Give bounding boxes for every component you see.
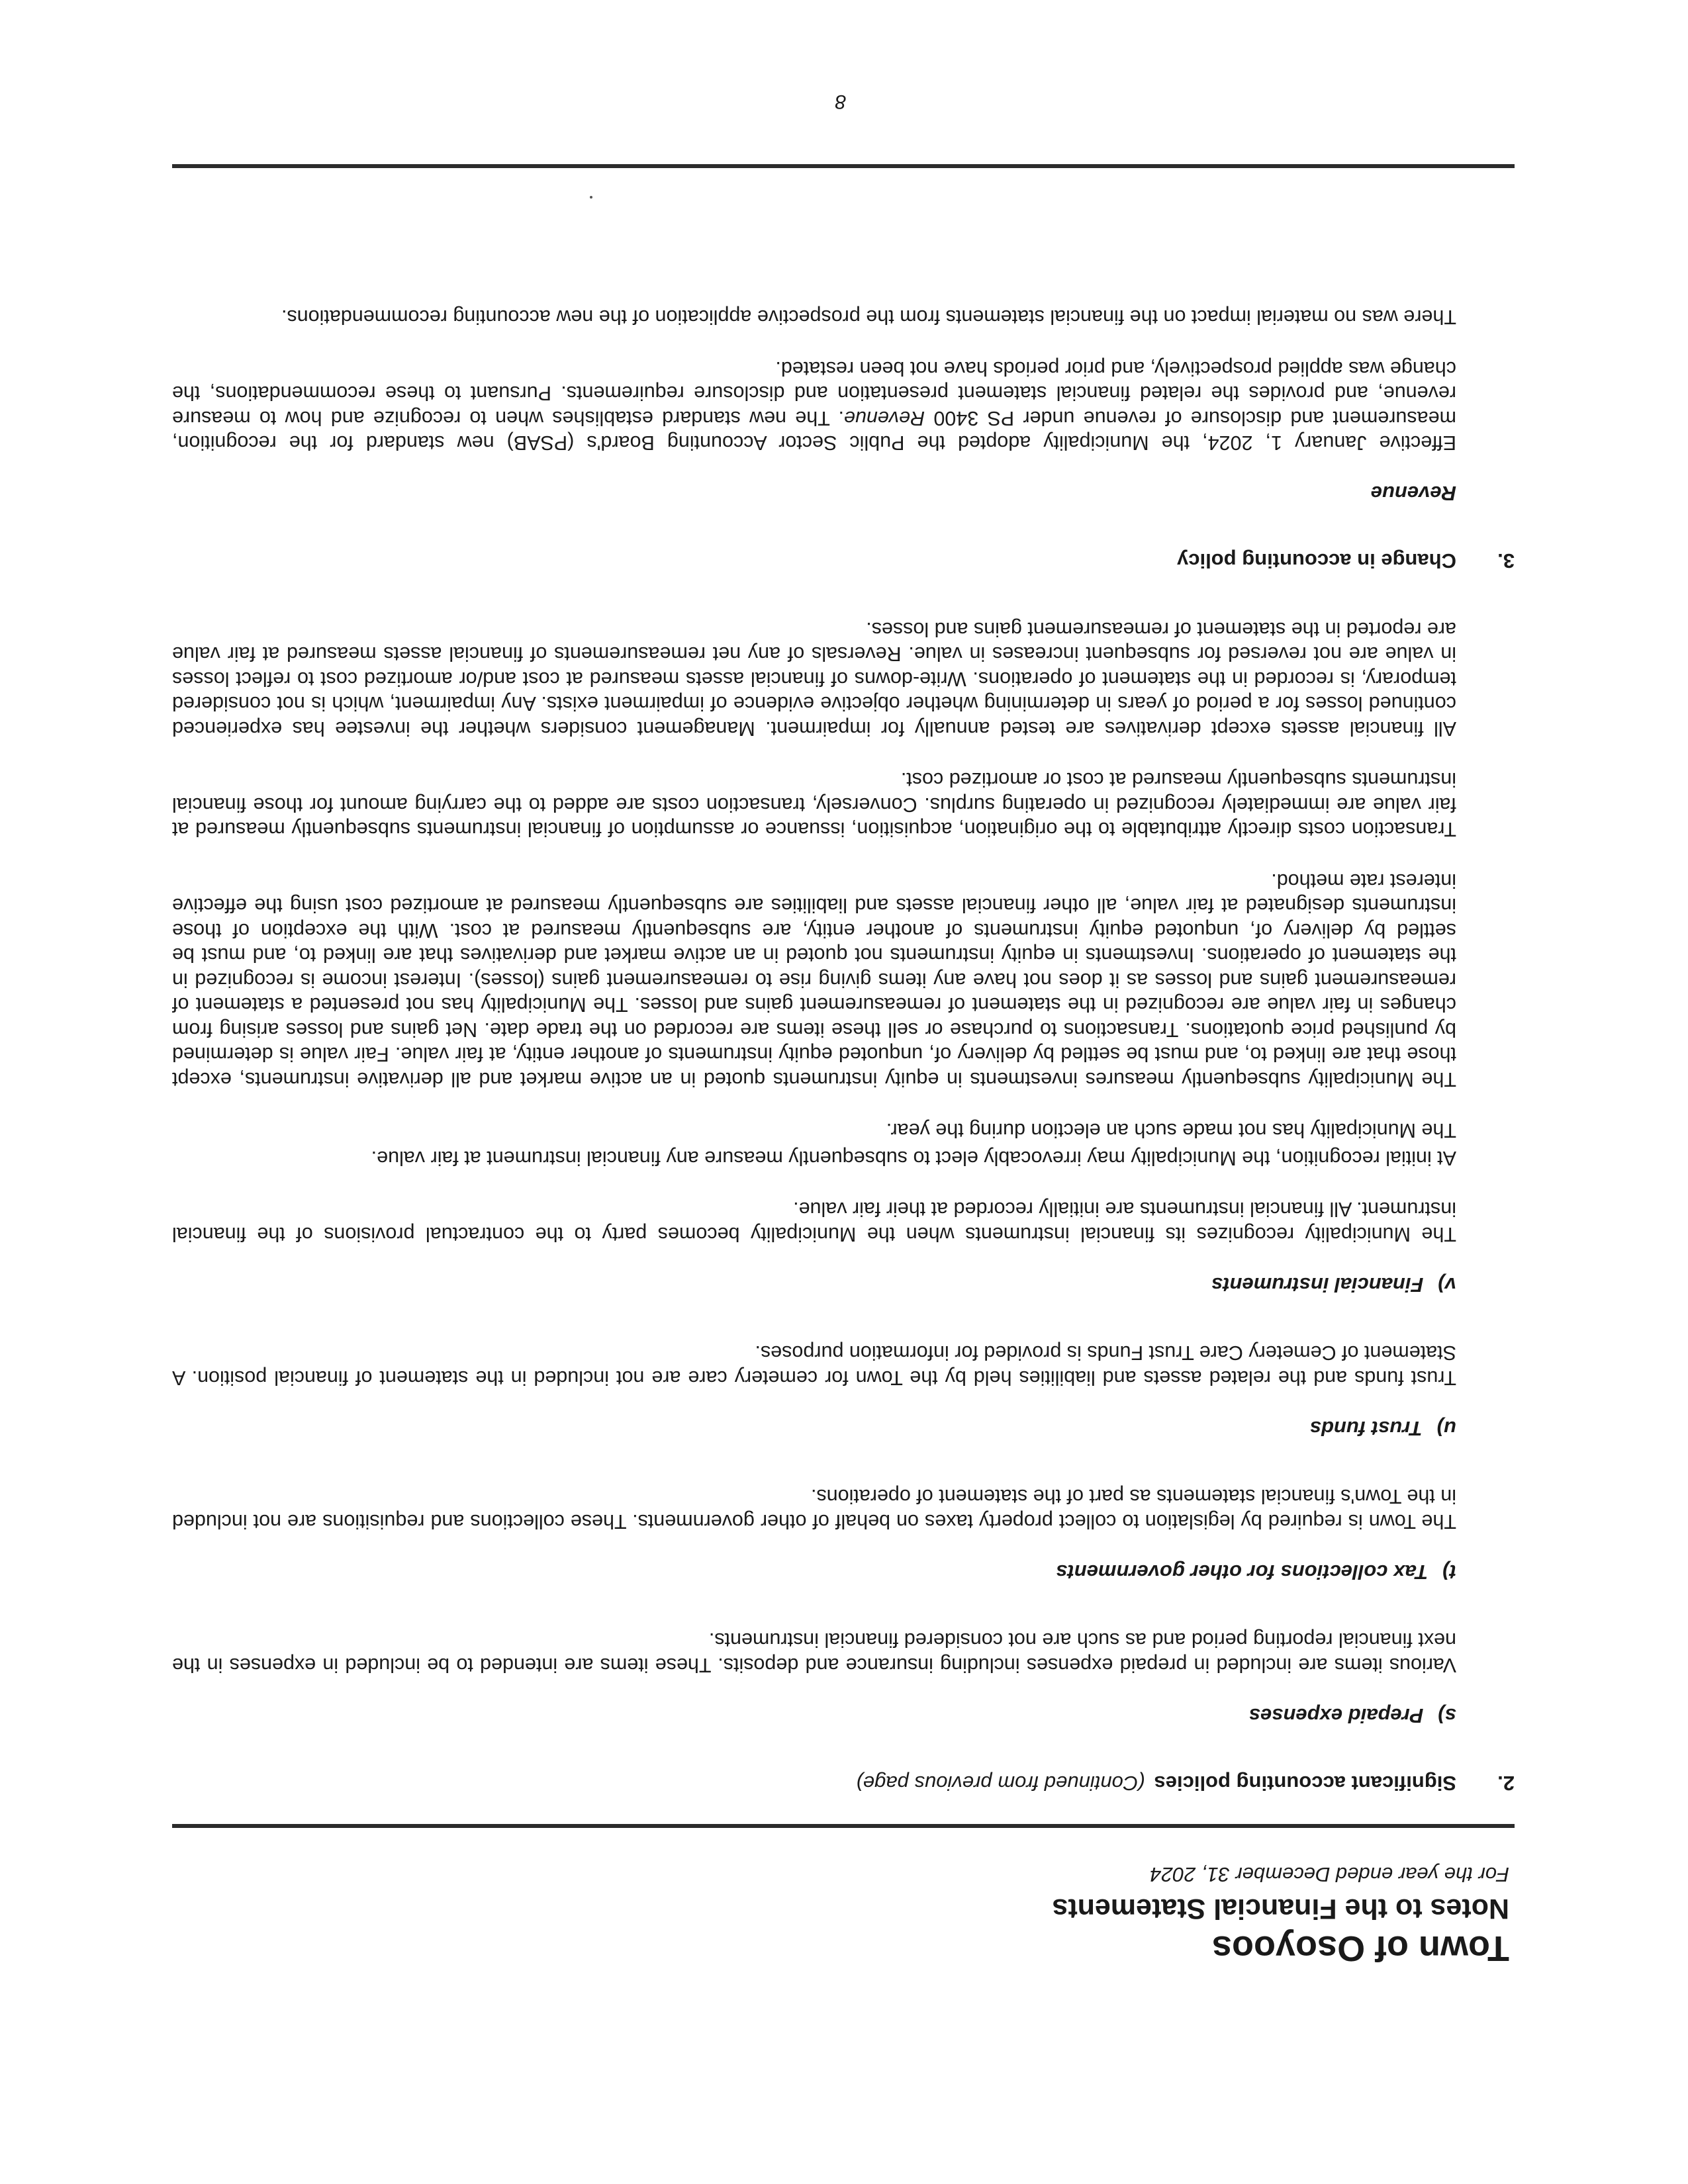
section-number: 2. xyxy=(1497,1772,1515,1795)
financial-paragraph-1: The Municipality recognizes its financial instruments when the Municipality becomes party to the contractual provisions of the financial instrument. All financial instruments are initially recorded at their fair value. xyxy=(172,1198,1456,1246)
section-number: 3. xyxy=(1497,549,1515,573)
revenue-text-part: . The new standard establishes when to recognize and how to measure revenue, and provides the related financial statement presentation and disclosure requirements. Pursuant to these recommendations, the change was applied prospectively, and prior periods have not been restated. xyxy=(172,357,1456,430)
subsection-label: t) xyxy=(1442,1561,1456,1584)
subsection-trust-heading xyxy=(172,1416,1456,1440)
section-title: Significant accounting policies xyxy=(1154,1772,1456,1795)
subsection-title: Financial instruments xyxy=(1211,1273,1424,1297)
financial-paragraph-5: All financial assets except derivatives are tested annually for impairment. Management considers whether the investee has experienced continued losses for a period of years in determining whether objective evidence of impairment exists. Any impairment, which is not considered temporary, is recorded in the statement of operations. Write-downs of financial assets measured at cost and/or amortized cost to reflect losses in value are not reversed for subsequent increases in value. Reversals of any net remeasurements of financial assets measured at fair value are reported in the statement of remeasurement gains and losses. xyxy=(172,618,1456,740)
financial-paragraph-3: The Municipality subsequently measures investments in equity instruments quoted in an active market and all derivative instruments, except those that are linked to, and must be settled by delivery of, unquoted equity instruments of another entity, at fair value. Fair value is determined by punlished price quotations. Transactions to purchase or sell these items are recorded on the trade date. Net gains and losses arising from changes in fair value are recognized in the statement of remeasurement gains and losses. The Municipality has not presented a statement of remeasurement gains and losses as it does not have any items giving rise to remeasurement gains (losses). Interest income is recognized in the statement of operations. Investments in equity instruments not quoted in an active market and derivatives that are linked to, and must be settled by delivery of, unquoted equity instruments of another entity, are subsequently measured at cost. With the exception of those instruments designated at fair value, all other financial assets and liabilities are subsequently measured at amortized cost using the effective interest rate method. xyxy=(172,870,1456,1091)
revenue-text-part: Effective January 1, 2024, the Municipality adopted the Public Sector Accounting Board's (PSAB) new standard for the recognition, measurement and disclosure of revenue under PS 3400 xyxy=(172,407,1456,455)
document-subtitle: Notes to the Financial Statements xyxy=(1052,1892,1509,1925)
subsection-label: s) xyxy=(1438,1704,1456,1727)
reporting-period: For the year ended December 31, 2024 xyxy=(1150,1863,1509,1887)
subsection-title: Trust funds xyxy=(1309,1417,1423,1440)
prepaid-paragraph: Various items are included in prepaid expenses including insurance and deposits. These items are intended to be included in expenses in the next financial reporting period and as such are not considered financial instruments. xyxy=(172,1629,1456,1676)
subsection-revenue-heading: Revenue xyxy=(1370,482,1456,506)
tax-paragraph: The Town is required by legislation to collect property taxes on behalf of other governments. These collections and requisitions are not included in the Town's financial statements as part of the statement of operations. xyxy=(172,1485,1456,1533)
subsection-label: v) xyxy=(1438,1273,1456,1297)
financial-paragraph-4: Transaction costs directly attributable to the origination, acquisition, issuance or assumption of financial instruments subsequently measured at fair value are immediately recognized in operating surplus. Conversely, transaction costs are added to the carrying amount for those financial instruments subsequently measured at cost or amortized cost. xyxy=(172,768,1456,841)
subsection-title: Prepaid expenses xyxy=(1248,1704,1424,1727)
notes-body xyxy=(172,278,1515,1795)
subsection-title: Tax collections for other governments xyxy=(1056,1561,1429,1584)
financial-paragraph-2b: The Municipality has not made such an election during the year. xyxy=(886,1119,1456,1142)
financial-paragraph-2a: At initial recognition, the Municipality may irrevocably elect to subsequently measure any financial instrument at fair value. xyxy=(371,1147,1456,1169)
revenue-paragraph-2: There was no material impact on the financial statements from the prospective application of the new accounting recommendations. xyxy=(281,306,1456,329)
document-title: Town of Osoyoos xyxy=(1212,1929,1509,1968)
trust-paragraph: Trust funds and the related assets and liabilities held by the Town for cemetery care are not included in the statement of financial position. A Statement of Cemetery Care Trust Funds is provided for information purposes. xyxy=(172,1342,1456,1389)
subsection-prepaid-heading xyxy=(172,1704,1456,1727)
subsection-tax-heading xyxy=(172,1560,1456,1584)
continued-note: (Continued from previous page) xyxy=(856,1772,1145,1795)
footer-rule xyxy=(172,164,1515,168)
revenue-paragraph-1 xyxy=(172,356,1456,455)
section-3-heading xyxy=(172,549,1515,573)
header-rule xyxy=(172,1824,1515,1828)
subsection-label: u) xyxy=(1436,1417,1456,1440)
subsection-financial-heading xyxy=(172,1273,1456,1297)
standard-name: Revenue xyxy=(844,407,925,430)
scan-speck xyxy=(590,196,592,199)
page-header xyxy=(212,1861,1509,1968)
section-title: Change in accounting policy xyxy=(1177,549,1456,573)
page-number: 8 xyxy=(835,91,847,113)
section-2-heading xyxy=(172,1771,1515,1795)
